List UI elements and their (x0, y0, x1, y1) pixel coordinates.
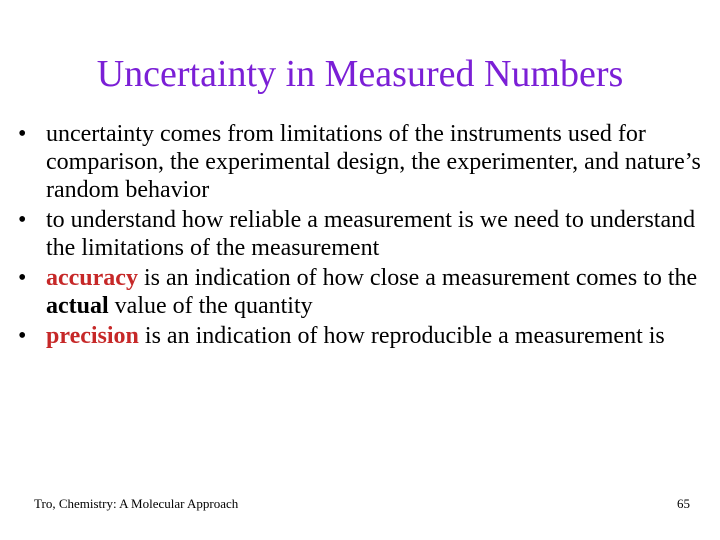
bullet-text: is an indication of how reproducible a measurement is (138, 323, 665, 349)
page-number: 65 (677, 496, 690, 511)
bullet-item-uncertainty (18, 120, 708, 204)
emphasis-actual: actual (46, 293, 109, 319)
term-accuracy: accuracy (46, 265, 138, 291)
bullet-icon: • (18, 323, 27, 349)
term-precision: precision (46, 323, 139, 349)
bullet-text: to understand how reliable a measurement is we need to understand the limitations of the measurement (46, 207, 696, 261)
bullet-list (18, 120, 708, 352)
bullet-text: uncertainty comes from limitations of the instruments used for comparison, the experimental design, the experimenter, and nature’s random behavior (46, 121, 701, 203)
footer-citation: Tro, Chemistry: A Molecular Approach (34, 496, 239, 511)
slide-title: Uncertainty in Measured Numbers (96, 53, 624, 95)
bullet-item-reliability (18, 206, 708, 262)
bullet-icon: • (18, 207, 27, 233)
bullet-item-accuracy (18, 264, 708, 320)
bullet-icon: • (18, 121, 27, 147)
bullet-text-tail: value of the quantity (108, 293, 313, 319)
bullet-text: is an indication of how close a measurement comes to the (137, 265, 698, 291)
bullet-icon: • (18, 265, 27, 291)
bullet-item-precision (18, 322, 708, 350)
